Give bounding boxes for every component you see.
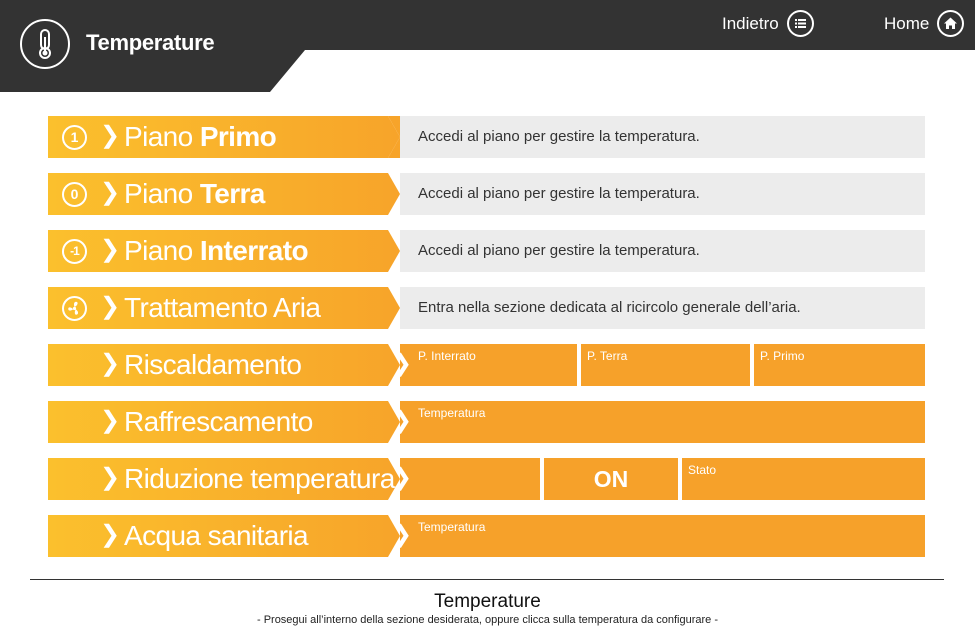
riscaldamento-button[interactable] — [48, 344, 450, 386]
thermometer-icon — [20, 19, 70, 69]
row-label: Riduzione temperatura — [124, 463, 395, 494]
cell-caption: Temperatura — [418, 520, 486, 534]
row-label: Piano — [124, 121, 193, 152]
description-text: Accedi al piano per gestire la temperatura. — [418, 185, 700, 202]
chevron-right-icon: ❯ — [100, 350, 121, 377]
row-description — [400, 173, 925, 215]
row-label-bold: Interrato — [199, 235, 308, 266]
piano-primo-button[interactable] — [48, 116, 450, 158]
row-description — [400, 116, 925, 158]
floor-badge: 1 — [62, 125, 87, 150]
chevron-right-icon: ❯ — [100, 122, 121, 149]
chevron-right-icon: ❯ — [100, 407, 121, 434]
row-description — [400, 287, 925, 329]
home-label: Home — [884, 13, 930, 33]
row-label: Trattamento Aria — [124, 292, 321, 323]
cell-caption: P. Terra — [587, 349, 628, 363]
floor-badge: -1 — [62, 239, 87, 264]
riduzione-temperatura-button[interactable] — [48, 458, 450, 500]
riscaldamento-terra-cell[interactable] — [581, 344, 750, 386]
row-label: Riscaldamento — [124, 349, 302, 380]
riduzione-blank-cell — [400, 458, 540, 500]
home-button[interactable] — [884, 10, 964, 37]
piano-terra-button[interactable] — [48, 173, 450, 215]
cell-caption: P. Primo — [760, 349, 805, 363]
cell-caption: P. Interrato — [418, 349, 476, 363]
row-riscaldamento — [48, 344, 925, 386]
row-label-bold: Primo — [199, 121, 277, 152]
row-label: Raffrescamento — [124, 406, 313, 437]
floor-badge: 0 — [62, 182, 87, 207]
description-text: Accedi al piano per gestire la temperatura. — [418, 242, 700, 259]
acqua-sanitaria-temperature-cell[interactable] — [400, 515, 925, 557]
footer-divider — [30, 579, 944, 580]
chevron-right-icon: ❯ — [392, 407, 413, 434]
riduzione-stato-cell[interactable] — [682, 458, 925, 500]
row-description — [400, 230, 925, 272]
chevron-right-icon: ❯ — [392, 350, 413, 377]
footer-title: Temperature — [434, 591, 541, 612]
trattamento-aria-button[interactable] — [48, 287, 450, 329]
row-label: Piano — [124, 178, 193, 209]
list-icon — [787, 10, 814, 37]
piano-interrato-button[interactable] — [48, 230, 450, 272]
row-label: Piano — [124, 235, 193, 266]
raffrescamento-button[interactable] — [48, 401, 450, 443]
riscaldamento-primo-cell[interactable] — [754, 344, 925, 386]
header-bar — [0, 0, 975, 92]
chevron-right-icon: ❯ — [100, 179, 121, 206]
chevron-right-icon: ❯ — [392, 521, 413, 548]
raffrescamento-temperature-cell[interactable] — [400, 401, 925, 443]
riscaldamento-interrato-cell[interactable] — [400, 344, 577, 386]
chevron-right-icon: ❯ — [100, 293, 121, 320]
chevron-right-icon: ❯ — [100, 236, 121, 263]
back-label: Indietro — [722, 13, 779, 33]
row-trattamento-aria — [48, 287, 925, 329]
row-acqua-sanitaria — [48, 515, 925, 557]
footer-subtitle: - Prosegui all’interno della sezione desiderata, oppure clicca sulla temperatura da configurare - — [256, 614, 719, 626]
row-raffrescamento — [48, 401, 925, 443]
description-text: Accedi al piano per gestire la temperatura. — [418, 128, 700, 145]
cell-caption: Temperatura — [418, 406, 486, 420]
description-text: Entra nella sezione dedicata al ricircolo generale dell’aria. — [418, 299, 801, 316]
back-button[interactable] — [722, 10, 814, 37]
page-title: Temperature — [86, 30, 215, 55]
chevron-right-icon: ❯ — [100, 521, 121, 548]
acqua-sanitaria-button[interactable] — [48, 515, 450, 557]
row-piano-primo — [48, 116, 925, 158]
chevron-right-icon: ❯ — [100, 464, 121, 491]
chevron-right-icon: ❯ — [392, 464, 413, 491]
home-icon — [937, 10, 964, 37]
row-piano-interrato — [48, 230, 925, 272]
row-label: Acqua sanitaria — [124, 520, 309, 551]
toggle-value: ON — [593, 466, 629, 492]
row-piano-terra — [48, 173, 925, 215]
fan-icon — [62, 296, 87, 321]
cell-caption: Stato — [688, 463, 717, 477]
riduzione-toggle-cell[interactable] — [544, 458, 678, 500]
row-label-bold: Terra — [199, 178, 265, 209]
row-riduzione-temperatura — [48, 458, 925, 500]
